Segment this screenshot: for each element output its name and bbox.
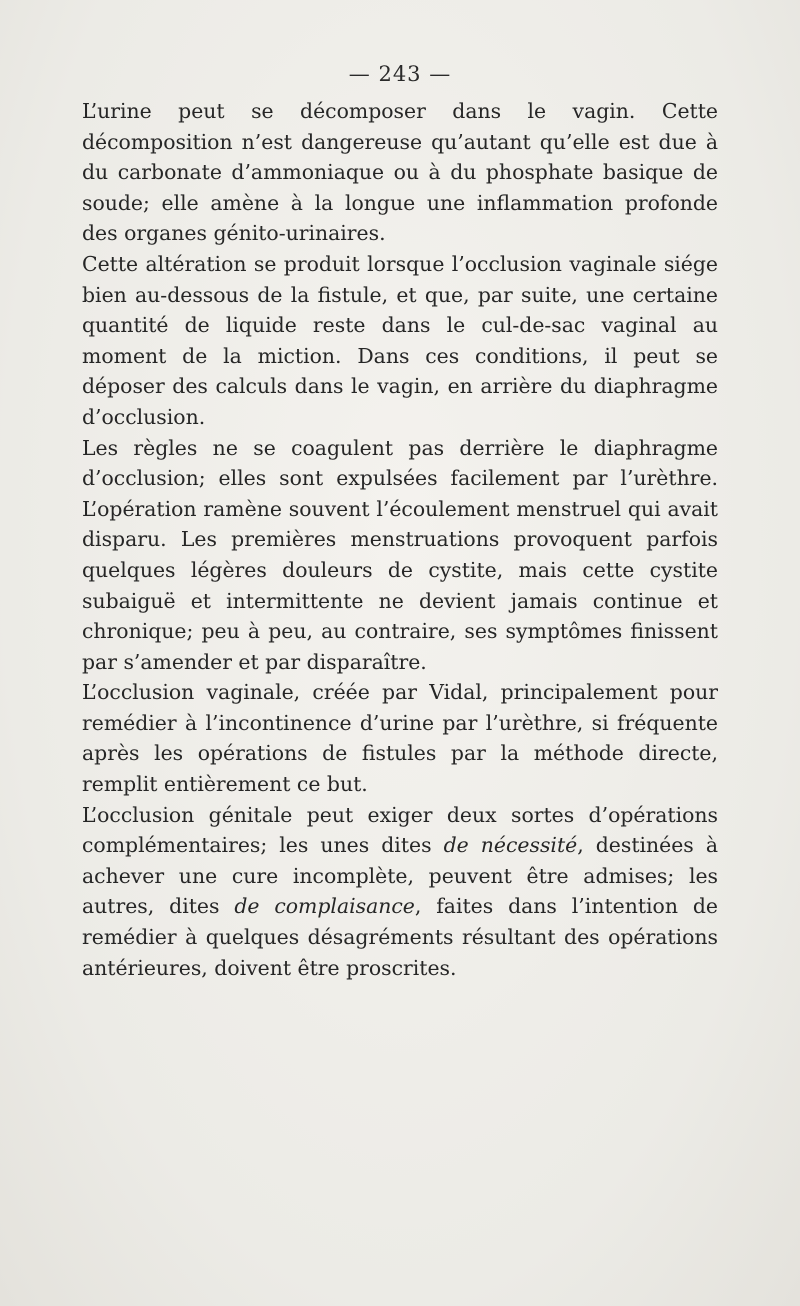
paragraph-2: Cette altération se produit lorsque l’occlusion vaginale siége bien au-dessous de la fistule, et que, par suite, une certaine quantité de liquide reste dans le cul-de-sac vaginal au moment de la miction. Dans ces conditions, il peut se déposer des calculs dans le vagin, en arrière du diaphragme d’occlusion. [82,251,718,429]
paragraph-5-part-1: L’occlusion génitale peut exiger deux sortes d’opérations complémentaires; les unes dites [82,802,718,858]
paragraph-1: L’urine peut se décomposer dans le vagin. Cette décomposition n’est dangereuse qu’autant qu’elle est due à du carbonate d’ammoniaque ou à du phosphate basique de soude; elle amène à la longue une inflammation profonde des organes génito-urinaires. [82,99,718,246]
paragraph-5-italic-necessite: de nécessité [443,833,578,858]
paragraph-5 [82,800,718,984]
page-number: — 243 — [348,62,452,86]
paragraph-3: Les règles ne se coagulent pas derrière le diaphragme d’occlusion; elles sont expulsées facilement par l’urèthre. L’opération ramène souvent l’écoulement menstruel qui avait disparu. Les premières menstruations provoquent parfois quelques légères douleurs de cystite, mais cette cystite subaiguë et intermittente ne devient jamais continue et chronique; peu à peu, au contraire, ses symptômes finissent par s’amender et par disparaître. [82,435,718,674]
paragraph-5-part-2: , destinées à achever une cure incomplète, peuvent être admises; les autres, dites [82,833,718,919]
paragraph-4: L’occlusion vaginale, créée par Vidal, principalement pour remédier à l’incontinence d’urine par l’urèthre, si fréquente après les opérations de fistules par la méthode directe, remplit entièrement ce but. [82,680,718,797]
paragraph-5-italic-complaisance: de complaisance [234,894,415,919]
paragraph-5-part-3: , faites dans l’intention de remédier à quelques désagréments résultant des opérations antérieures, doivent être proscrites. [82,894,718,980]
body-text [82,96,718,983]
